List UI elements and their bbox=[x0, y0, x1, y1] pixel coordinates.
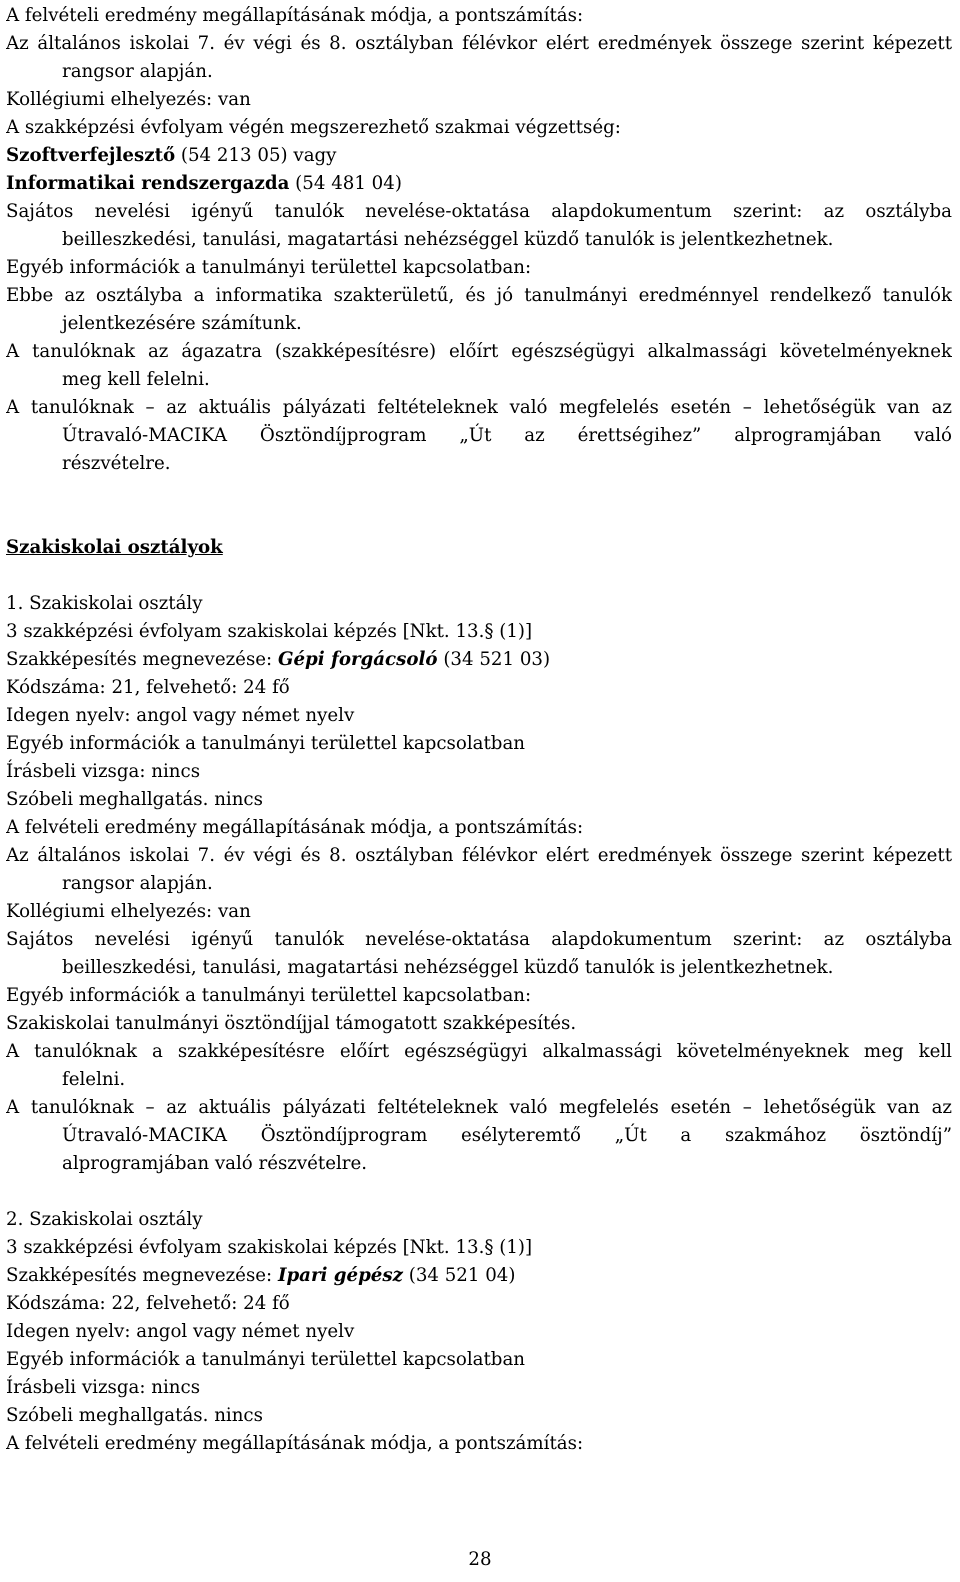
spacer bbox=[6, 1178, 952, 1206]
class1-dormitory: Kollégiumi elhelyezés: van bbox=[6, 901, 251, 922]
class1-scholarship-program-cont bbox=[6, 1122, 952, 1150]
admission-method-text: Az általános iskolai 7. év végi és 8. osztályban félévkor elért eredmények összege szerint képezett bbox=[6, 33, 952, 54]
dormitory-line: Kollégiumi elhelyezés: van bbox=[6, 89, 251, 110]
scholarship-program-text: A tanulóknak – az aktuális pályázati feltételeknek való megfelelés esetén – lehetőségük van az bbox=[6, 397, 952, 418]
class2-title: 2. Szakiskolai osztály bbox=[6, 1209, 203, 1230]
qualification-it-sysadmin bbox=[6, 170, 952, 198]
spacer bbox=[6, 562, 952, 590]
class2-training: 3 szakképzési évfolyam szakiskolai képzés [Nkt. 13.§ (1)] bbox=[6, 1237, 533, 1258]
page-number: 28 bbox=[468, 1549, 492, 1570]
document-page bbox=[6, 2, 952, 1458]
qualification-name: Informatikai rendszergazda bbox=[6, 173, 290, 194]
scholarship-program-line: Útravaló-MACIKA Ösztöndíjprogram „Út az érettségihez” alprogramjában való bbox=[62, 425, 952, 446]
class2-code: Kódszáma: 22, felvehető: 24 fő bbox=[6, 1293, 290, 1314]
other-info-text: Ebbe az osztályba a informatika szakterületű, és jó tanulmányi eredménnyel rendelkező tanulók bbox=[6, 285, 952, 306]
qualification-prefix: Szakképesítés megnevezése: bbox=[6, 1265, 278, 1286]
spacer bbox=[6, 478, 952, 534]
class1-scholarship-program: A tanulóknak – az aktuális pályázati feltételeknek való megfelelés esetén – lehetőségük van az bbox=[6, 1097, 952, 1118]
class2-info: Egyéb információk a tanulmányi területtel kapcsolatban bbox=[6, 1349, 526, 1370]
scholarship-program-text-end: részvételre. bbox=[62, 453, 171, 474]
class1-qualification bbox=[6, 646, 952, 674]
class1-info: Egyéb információk a tanulmányi területtel kapcsolatban bbox=[6, 733, 526, 754]
scholarship-program-text-cont bbox=[6, 422, 952, 450]
qualification-code: (54 481 04) bbox=[289, 173, 402, 194]
admission-method-label: A felvételi eredmény megállapításának módja, a pontszámítás: bbox=[6, 5, 584, 26]
class1-scholarship-program-end: alprogramjában való részvételre. bbox=[62, 1153, 368, 1174]
other-info-label: Egyéb információk a tanulmányi területtel kapcsolatban: bbox=[6, 257, 532, 278]
health-requirement-text-cont: meg kell felelni. bbox=[62, 369, 210, 390]
class1-training: 3 szakképzési évfolyam szakiskolai képzés [Nkt. 13.§ (1)] bbox=[6, 621, 533, 642]
class1-admission-label: A felvételi eredmény megállapításának módja, a pontszámítás: bbox=[6, 817, 584, 838]
other-info-text-cont: jelentkezésére számítunk. bbox=[62, 313, 302, 334]
health-requirement-text: A tanulóknak az ágazatra (szakképesítésre) előírt egészségügyi alkalmassági követelményeknek bbox=[6, 341, 952, 362]
class2-oral-exam: Szóbeli meghallgatás. nincs bbox=[6, 1405, 263, 1426]
qualification-name: Szoftverfejlesztő bbox=[6, 145, 176, 166]
class1-title: 1. Szakiskolai osztály bbox=[6, 593, 203, 614]
qualification-code: (34 521 04) bbox=[402, 1265, 516, 1286]
class1-other-info-label: Egyéb információk a tanulmányi területtel kapcsolatban: bbox=[6, 985, 532, 1006]
special-needs-text: Sajátos nevelési igényű tanulók nevelése-oktatása alapdokumentum szerint: az osztályba bbox=[6, 201, 952, 222]
class1-special-needs: Sajátos nevelési igényű tanulók nevelése-oktatása alapdokumentum szerint: az osztályba bbox=[6, 929, 952, 950]
scholarship-program-line: Útravaló-MACIKA Ösztöndíjprogram esélyteremtő „Út a szakmához ösztöndíj” bbox=[62, 1125, 952, 1146]
class2-language: Idegen nyelv: angol vagy német nyelv bbox=[6, 1321, 355, 1342]
qualification-name: Ipari gépész bbox=[277, 1265, 403, 1286]
qualification-name: Gépi forgácsoló bbox=[277, 649, 438, 670]
class1-written-exam: Írásbeli vizsga: nincs bbox=[6, 761, 201, 782]
class1-admission-text-cont: rangsor alapján. bbox=[62, 873, 213, 894]
special-needs-text-cont: beilleszkedési, tanulási, magatartási nehézséggel küzdő tanulók is jelentkezhetnek. bbox=[62, 229, 834, 250]
qualification-prefix: Szakképesítés megnevezése: bbox=[6, 649, 278, 670]
class1-language: Idegen nyelv: angol vagy német nyelv bbox=[6, 705, 355, 726]
class1-health-requirement-cont: felelni. bbox=[62, 1069, 126, 1090]
class1-health-requirement: A tanulóknak a szakképesítésre előírt egészségügyi alkalmassági követelményeknek meg kell bbox=[6, 1041, 952, 1062]
class2-qualification bbox=[6, 1262, 952, 1290]
class1-special-needs-cont: beilleszkedési, tanulási, magatartási nehézséggel küzdő tanulók is jelentkezhetnek. bbox=[62, 957, 834, 978]
qualification-code: (34 521 03) bbox=[437, 649, 551, 670]
class1-admission-text: Az általános iskolai 7. év végi és 8. osztályban félévkor elért eredmények összege szerint képezett bbox=[6, 845, 952, 866]
qualification-intro: A szakképzési évfolyam végén megszerezhető szakmai végzettség: bbox=[6, 117, 621, 138]
qualification-code: (54 213 05) vagy bbox=[175, 145, 337, 166]
class2-admission-label: A felvételi eredmény megállapításának módja, a pontszámítás: bbox=[6, 1433, 584, 1454]
class1-oral-exam: Szóbeli meghallgatás. nincs bbox=[6, 789, 263, 810]
admission-method-text-cont: rangsor alapján. bbox=[62, 61, 213, 82]
class1-code: Kódszáma: 21, felvehető: 24 fő bbox=[6, 677, 290, 698]
class1-other-info-text: Szakiskolai tanulmányi ösztöndíjjal támogatott szakképesítés. bbox=[6, 1013, 577, 1034]
section-heading: Szakiskolai osztályok bbox=[6, 537, 223, 558]
qualification-software-developer bbox=[6, 142, 952, 170]
class2-written-exam: Írásbeli vizsga: nincs bbox=[6, 1377, 201, 1398]
